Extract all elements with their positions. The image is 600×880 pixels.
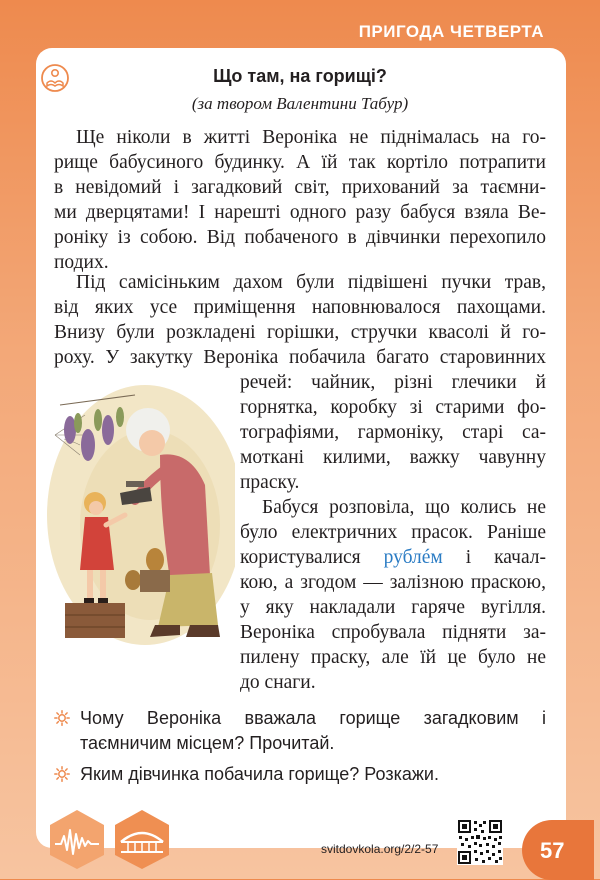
sun-icon: [54, 710, 70, 726]
question-text: Яким дівчинка побачила горище? Розкажи.: [80, 764, 439, 784]
section-header: ПРИГОДА ЧЕТВЕРТА: [358, 22, 544, 41]
text-line: до снаги.: [240, 672, 316, 693]
text-line: Під самісіньким дахом були підвішені пучки трав,: [76, 272, 546, 293]
story-title: Що там, на горищі?: [213, 66, 387, 86]
text-line: ми дверцятами! І нарешті одного разу бабуся взяла Ве-: [54, 202, 546, 223]
question-2: [54, 762, 546, 787]
text-line: від яких усе приміщення наповнювалося пахощами.: [54, 297, 546, 318]
page-number: 57: [540, 838, 565, 863]
text-line: подих.: [54, 252, 109, 273]
glossary-link-rubel[interactable]: рублéм: [383, 547, 443, 568]
text-line: Вероніка спробувала підняти за-: [240, 622, 546, 643]
text-line: у яку накладали гаряче вугілля.: [240, 597, 546, 618]
text-fragment: і качал-: [465, 547, 546, 568]
question-1: [54, 706, 546, 756]
text-line: речей: чайник, різні глечики й: [240, 372, 546, 393]
text-line: було електричних прасок. Раніше: [240, 522, 546, 543]
sound-wave-hexagon-icon[interactable]: [47, 808, 107, 870]
question-text: Чому Вероніка вважала горище загадковим і таємничим місцем? Прочитай.: [80, 708, 546, 753]
text-line: [240, 545, 546, 570]
text-line: тографіями, гармоніку, старі са-: [240, 422, 546, 443]
text-fragment: користувалися: [240, 547, 361, 568]
text-line: Ще ніколи в житті Вероніка не піднімалась на го-: [76, 127, 546, 148]
paragraph-2-continued: [240, 370, 546, 495]
qr-code[interactable]: [457, 819, 503, 865]
text-line: роніку із собою. Від побаченого в дівчинки перехопило: [54, 227, 546, 248]
sun-icon: [54, 766, 70, 782]
story-subtitle: (за твором Валентини Табур): [191, 94, 409, 113]
text-line: роху. У закутку Вероніка побачила багато старовинних: [54, 347, 546, 368]
paragraph-3: [240, 495, 546, 695]
text-line: Внизу були розкладені горішки, стручки квасолі й го-: [54, 322, 546, 343]
text-line: в невідомий і загадковий світ, прихований за таємни-: [54, 177, 546, 198]
text-line: горнятка, коробку зі старими фо-: [240, 397, 546, 418]
text-line: рище бабусиного будинку. А їй так кортіло потрапити: [54, 152, 546, 173]
paragraph-2: [54, 270, 546, 370]
attic-illustration: [40, 375, 235, 650]
text-line: пилену праску, але їй це було не: [240, 647, 546, 668]
bridge-hexagon-icon[interactable]: [112, 808, 172, 870]
text-line: моткані килими, важку чавунну: [240, 447, 546, 468]
text-line: Бабуся розповіла, що колись не: [262, 497, 546, 518]
resource-link[interactable]: svitdovkola.org/2/2-57: [321, 842, 439, 856]
text-line: кою, а згодом — залізною праскою,: [240, 572, 546, 593]
text-line: праску.: [240, 472, 300, 493]
paragraph-1: [54, 125, 546, 275]
